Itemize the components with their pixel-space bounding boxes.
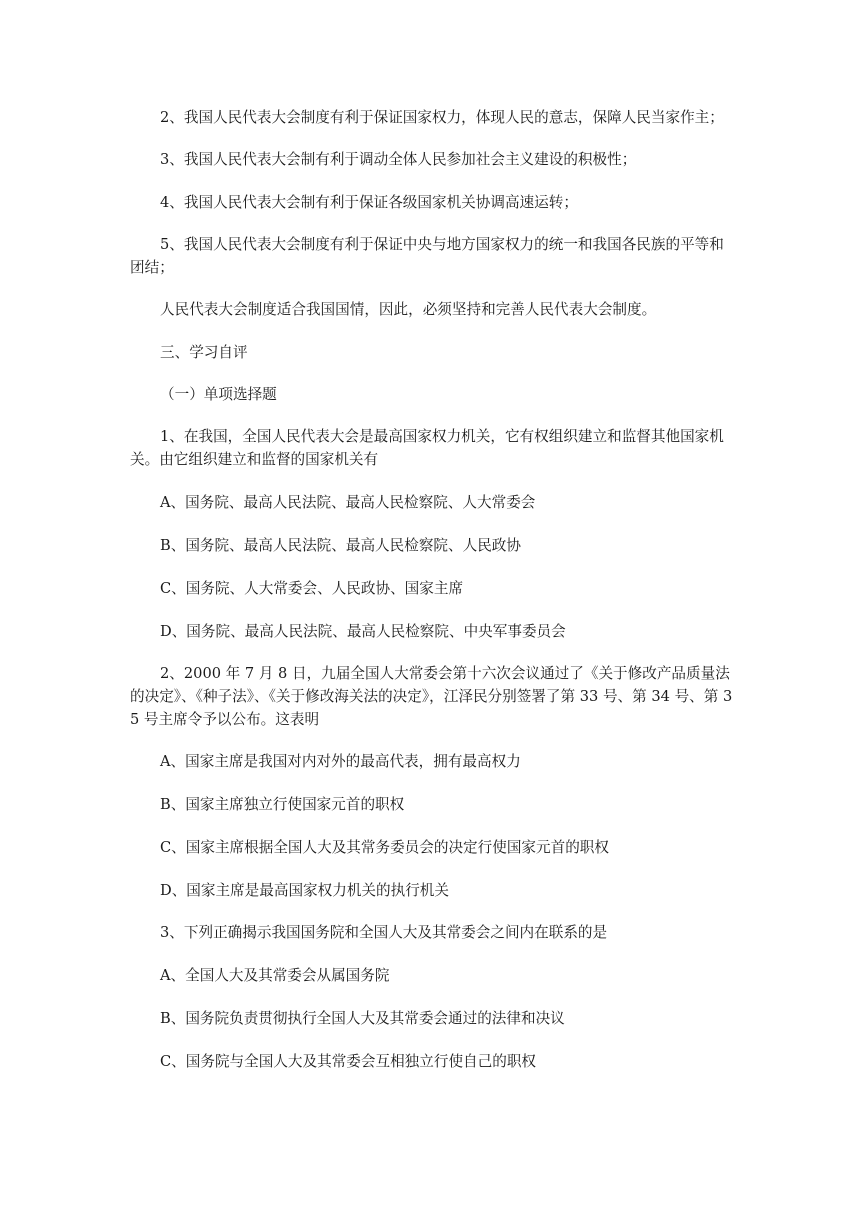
question-2-option-b: B、国家主席独立行使国家元首的职权 (160, 796, 405, 813)
question-1-option-a: A、国务院、最高人民法院、最高人民检察院、人大常委会 (160, 494, 536, 511)
question-1-option-d: D、国务院、最高人民法院、最高人民检察院、中央军事委员会 (160, 623, 566, 640)
question-2-option-d: D、国家主席是最高国家权力机关的执行机关 (160, 882, 449, 899)
paragraph-point-4: 4、我国人民代表大会制有利于保证各级国家机关协调高速运转； (160, 194, 578, 211)
question-3-option-c: C、国务院与全国人大及其常委会互相独立行使自己的职权 (160, 1053, 537, 1070)
question-3: 3、下列正确揭示我国国务院和全国人大及其常委会之间内在联系的是 (160, 924, 608, 941)
question-3-option-a: A、全国人大及其常委会从属国务院 (160, 967, 390, 984)
question-2-option-c: C、国家主席根据全国人大及其常务委员会的决定行使国家元首的职权 (160, 839, 609, 856)
question-3-option-b: B、国务院负责贯彻执行全国人大及其常委会通过的法律和决议 (160, 1010, 565, 1027)
paragraph-conclusion: 人民代表大会制度适合我国国情，因此，必须坚持和完善人民代表大会制度。 (160, 301, 657, 318)
section-heading-self-assessment: 三、学习自评 (160, 344, 248, 361)
question-1-option-b: B、国务院、最高人民法院、最高人民检察院、人民政协 (160, 537, 521, 554)
subsection-heading-single-choice: （一）单项选择题 (160, 386, 277, 403)
question-2-option-a: A、国家主席是我国对内对外的最高代表，拥有最高权力 (160, 753, 521, 770)
paragraph-point-2: 2、我国人民代表大会制度有利于保证国家权力，体现人民的意志，保障人民当家作主； (160, 109, 724, 126)
paragraph-point-3: 3、我国人民代表大会制有利于调动全体人民参加社会主义建设的积极性； (160, 151, 637, 168)
paragraph-point-5: 5、我国人民代表大会制度有利于保证中央与地方国家权力的统一和我国各民族的平等和团结； (130, 236, 724, 276)
question-1: 1、在我国，全国人民代表大会是最高国家权力机关，它有权组织建立和监督其他国家机关。由它组织建立和监督的国家机关有 (130, 428, 724, 468)
question-2: 2、2000 年 7 月 8 日，九届全国人大常委会第十六次会议通过了《关于修改产品质量法的决定》、《种子法》、《关于修改海关法的决定》，江泽民分别签署了第 33 号、第 34 号、第 35 号主席令予以公布。这表明 (130, 665, 733, 728)
question-1-option-c: C、国务院、人大常委会、人民政协、国家主席 (160, 580, 464, 597)
